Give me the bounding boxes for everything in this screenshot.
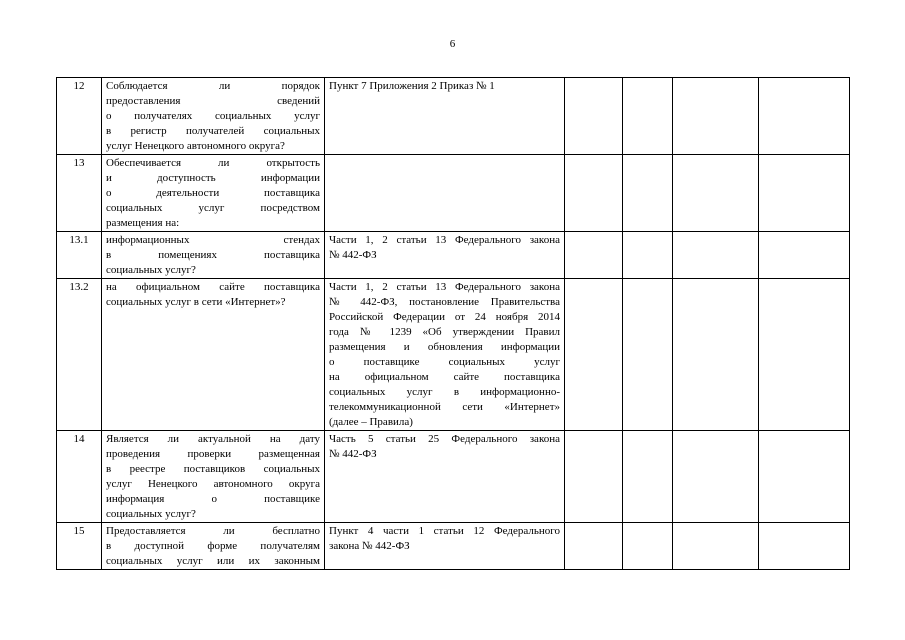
answer-cell[interactable]	[673, 78, 759, 155]
answer-cell[interactable]	[565, 232, 623, 279]
question-line: в регистр получателей социальных	[106, 125, 320, 137]
question-line: Соблюдается ли порядок	[106, 80, 320, 92]
reference-line: (далее – Правила)	[329, 416, 413, 428]
table-row	[57, 232, 850, 279]
table-row	[57, 155, 850, 232]
question-line: на официальном сайте поставщика	[106, 281, 320, 293]
question-cell	[102, 431, 325, 523]
answer-cell[interactable]	[759, 232, 850, 279]
reference-line: Часть 5 статьи 25 Федерального закона	[329, 433, 560, 445]
question-cell	[102, 155, 325, 232]
item-number: 12	[57, 78, 102, 155]
question-line: услуг Ненецкого автономного округа	[106, 478, 320, 490]
question-cell	[102, 232, 325, 279]
reference-cell	[325, 78, 565, 155]
reference-line: Пункт 7 Приложения 2 Приказ № 1	[329, 80, 495, 92]
question-line: в доступной форме получателям	[106, 540, 320, 552]
answer-cell[interactable]	[673, 523, 759, 570]
question-line: о получателях социальных услуг	[106, 110, 320, 122]
answer-cell[interactable]	[623, 232, 673, 279]
answer-cell[interactable]	[673, 431, 759, 523]
question-line: услуг Ненецкого автономного округа?	[106, 140, 285, 152]
reference-line: на официальном сайте поставщика	[329, 371, 560, 383]
answer-cell[interactable]	[759, 523, 850, 570]
reference-cell	[325, 279, 565, 431]
answer-cell[interactable]	[623, 155, 673, 232]
answer-cell[interactable]	[565, 155, 623, 232]
item-number: 13	[57, 155, 102, 232]
question-line: социальных услуг?	[106, 508, 196, 520]
table-row	[57, 523, 850, 570]
reference-line: Пункт 4 части 1 статьи 12 Федерального	[329, 525, 560, 537]
answer-cell[interactable]	[623, 279, 673, 431]
question-line: Обеспечивается ли открытость	[106, 157, 320, 169]
answer-cell[interactable]	[565, 431, 623, 523]
checklist-table	[56, 77, 850, 570]
reference-cell	[325, 523, 565, 570]
reference-cell	[325, 155, 565, 232]
question-cell	[102, 78, 325, 155]
reference-line: Части 1, 2 статьи 13 Федерального закона	[329, 234, 560, 246]
question-line: социальных услуг в сети «Интернет»?	[106, 296, 286, 308]
question-line: проведения проверки размещенная	[106, 448, 320, 460]
reference-line: Российской Федерации от 24 ноября 2014	[329, 311, 560, 323]
table-row	[57, 279, 850, 431]
question-line: о деятельности поставщика	[106, 187, 320, 199]
question-line: предоставления сведений	[106, 95, 320, 107]
question-cell	[102, 523, 325, 570]
item-number: 13.2	[57, 279, 102, 431]
reference-line: № 442-ФЗ	[329, 448, 377, 460]
item-number: 13.1	[57, 232, 102, 279]
question-line: информационных стендах	[106, 234, 320, 246]
question-line: социальных услуг?	[106, 264, 196, 276]
reference-line: о поставщике социальных услуг	[329, 356, 560, 368]
table-row	[57, 78, 850, 155]
question-line: и доступность информации	[106, 172, 320, 184]
answer-cell[interactable]	[623, 523, 673, 570]
reference-line: № 442-ФЗ	[329, 249, 377, 261]
reference-cell	[325, 431, 565, 523]
reference-line: закона № 442-ФЗ	[329, 540, 410, 552]
table-row	[57, 431, 850, 523]
reference-line: № 442-ФЗ, постановление Правительства	[329, 296, 560, 308]
question-line: размещения на:	[106, 217, 180, 229]
answer-cell[interactable]	[759, 279, 850, 431]
question-line: Является ли актуальной на дату	[106, 433, 320, 445]
answer-cell[interactable]	[623, 78, 673, 155]
reference-line: телекоммуникационной сети «Интернет»	[329, 401, 560, 413]
answer-cell[interactable]	[623, 431, 673, 523]
reference-cell	[325, 232, 565, 279]
reference-line: размещения и обновления информации	[329, 341, 560, 353]
question-line: информация о поставщике	[106, 493, 320, 505]
answer-cell[interactable]	[565, 523, 623, 570]
question-line: в помещениях поставщика	[106, 249, 320, 261]
answer-cell[interactable]	[673, 279, 759, 431]
answer-cell[interactable]	[673, 155, 759, 232]
question-line: социальных услуг посредством	[106, 202, 320, 214]
question-line: социальных услуг или их законным	[106, 555, 320, 567]
answer-cell[interactable]	[759, 155, 850, 232]
page-number: 6	[449, 38, 456, 50]
question-cell	[102, 279, 325, 431]
reference-line: Части 1, 2 статьи 13 Федерального закона	[329, 281, 560, 293]
item-number: 15	[57, 523, 102, 570]
answer-cell[interactable]	[759, 78, 850, 155]
item-number: 14	[57, 431, 102, 523]
reference-line: социальных услуг в информационно-	[329, 386, 560, 398]
reference-line: года № 1239 «Об утверждении Правил	[329, 326, 560, 338]
question-line: в реестре поставщиков социальных	[106, 463, 320, 475]
question-line: Предоставляется ли бесплатно	[106, 525, 320, 537]
answer-cell[interactable]	[565, 78, 623, 155]
answer-cell[interactable]	[673, 232, 759, 279]
answer-cell[interactable]	[565, 279, 623, 431]
answer-cell[interactable]	[759, 431, 850, 523]
